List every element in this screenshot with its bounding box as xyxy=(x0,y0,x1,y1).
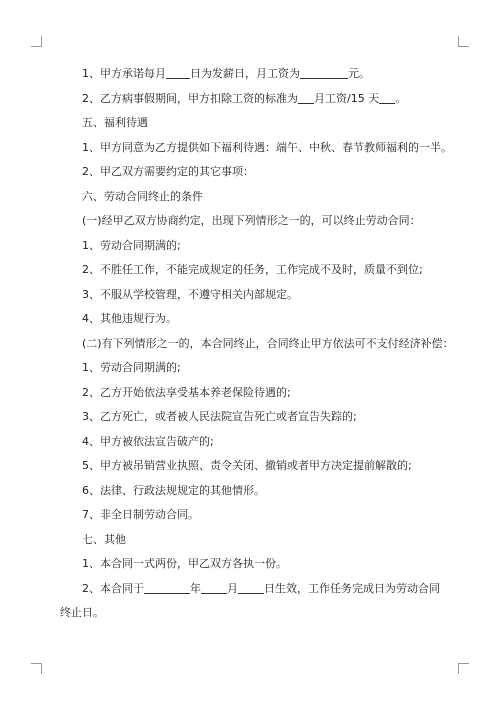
crop-mark-bottom-left xyxy=(31,663,42,674)
salary-clause xyxy=(60,62,450,87)
list-item: 5、甲方被吊销营业执照、责令关闭、撤销或者甲方决定提前解散的; xyxy=(82,459,412,472)
list-item: 3、乙方死亡，或者被人民法院宣告死亡或者宣告失踪的; xyxy=(82,410,357,423)
month-blank xyxy=(201,582,227,594)
list-item: 2、乙方开始依法享受基本养老保险待遇的; xyxy=(82,385,291,399)
other-matters-clause: 2、甲乙双方需要约定的其它事项： xyxy=(82,165,254,178)
year-blank xyxy=(144,582,190,594)
year-label: 年 xyxy=(190,581,201,595)
list-item: 1、劳动合同期满的; xyxy=(82,238,181,252)
list-item: 1、劳动合同期满的; xyxy=(82,361,181,374)
sick-leave-text-c: 。 xyxy=(395,91,407,105)
termination-by-law: (二)有下列情形之一的，本合同终止，合同终止甲方依法可不支付经济补偿： xyxy=(82,336,454,350)
list-item: 2、不胜任工作，不能完成规定的任务，工作完成不及时，质量不到位; xyxy=(82,263,423,276)
days-blank xyxy=(379,92,395,104)
monthly-salary-blank xyxy=(300,67,348,79)
month-label: 月 xyxy=(227,581,238,595)
day-blank xyxy=(238,582,264,594)
crop-mark-top-right xyxy=(458,36,469,47)
crop-mark-top-left xyxy=(31,36,42,47)
list-item: 4、其他违规行为。 xyxy=(82,312,177,325)
payday-blank xyxy=(166,67,190,79)
list-item: 7、非全日制劳动合同。 xyxy=(82,508,199,521)
sick-leave-text-b: 月工资/15 天 xyxy=(314,91,380,105)
deduction-blank xyxy=(298,92,314,104)
list-item: 4、甲方被依法宣告破产的; xyxy=(82,434,214,448)
salary-text-c: 元。 xyxy=(348,67,370,80)
salary-text-a: 1、甲方承诺每月 xyxy=(82,67,166,80)
list-item: 3、不服从学校管理，不遵守相关内部规定。 xyxy=(82,287,298,301)
benefits-clause: 1、甲方同意为乙方提供如下福利待遇：端午、中秋、春节教师福利的一半。 xyxy=(82,140,452,154)
sick-leave-text-a: 2、乙方病事假期间，甲方扣除工资的标准为 xyxy=(82,91,298,105)
section-heading-other: 七、其他 xyxy=(82,532,126,546)
termination-by-agreement: (一)经甲乙双方协商约定，出现下列情形之一的，可以终止劳动合同： xyxy=(82,214,421,227)
crop-mark-bottom-right xyxy=(458,663,469,674)
document-body xyxy=(60,62,454,626)
section-heading-termination: 六、劳动合同终止的条件 xyxy=(82,189,203,203)
list-item: 6、法律、行政法规规定的其他情形。 xyxy=(82,483,265,497)
effective-text-d: 日生效，工作任务完成日为劳动合同终止日。 xyxy=(60,581,440,619)
section-heading-benefits: 五、福利待遇 xyxy=(82,116,148,129)
salary-text-b: 日为发薪日，月工资为 xyxy=(190,67,300,80)
effective-date-clause xyxy=(60,577,450,626)
sick-leave-clause xyxy=(60,87,450,112)
effective-text-a: 2、本合同于 xyxy=(82,581,144,595)
copies-clause: 1、本合同一式两份，甲乙双方各执一份。 xyxy=(82,557,287,570)
